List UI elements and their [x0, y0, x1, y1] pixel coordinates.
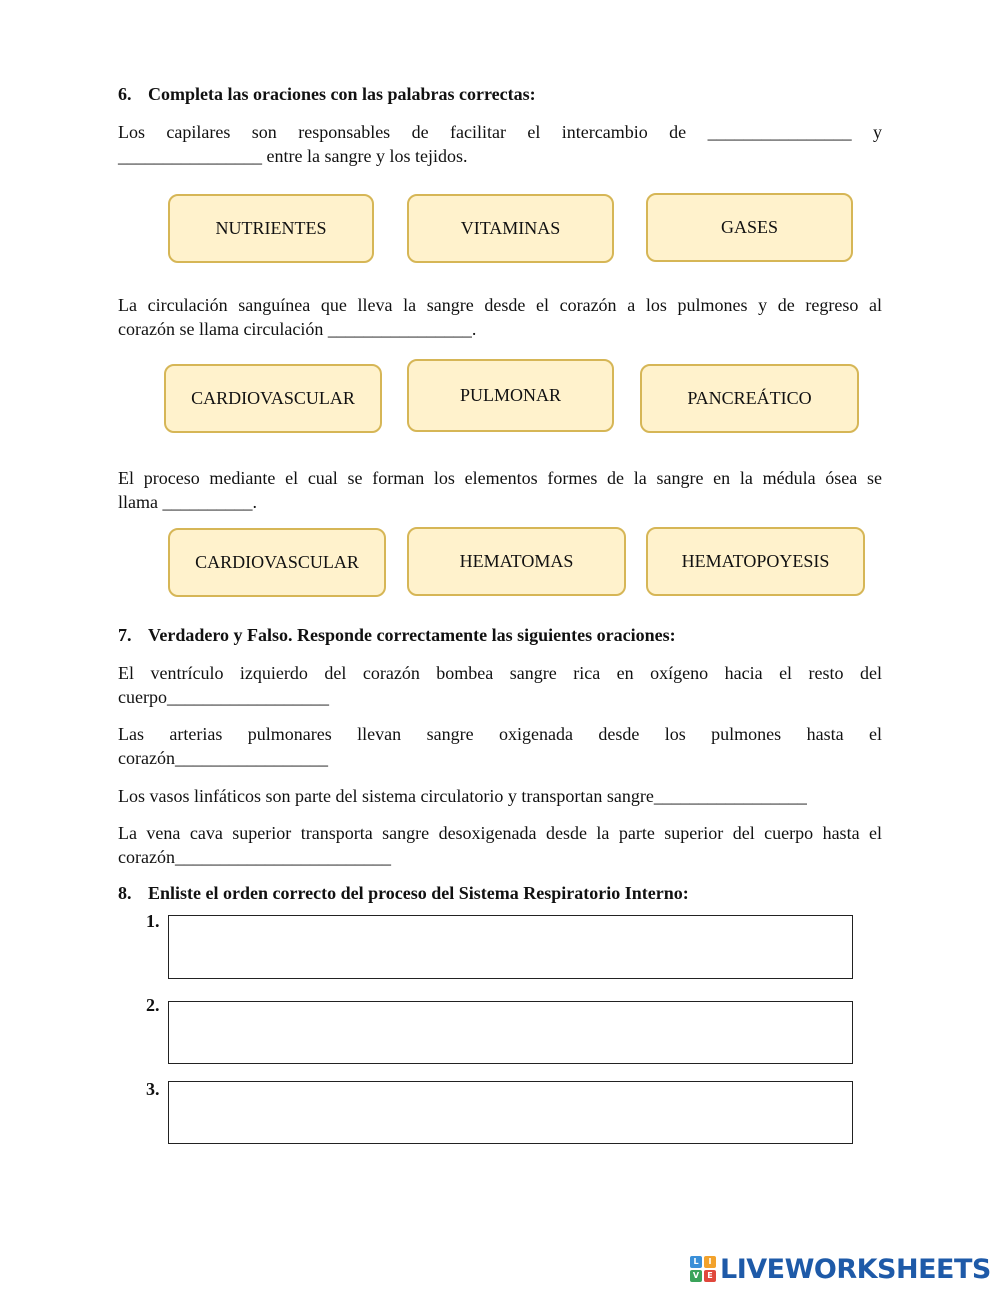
q7-statement2-line2: corazón_________________ — [118, 748, 328, 768]
q6-sentence3-line2: llama __________. — [118, 492, 257, 512]
q6-s1-option-vitaminas[interactable]: VITAMINAS — [407, 194, 614, 263]
q6-number: 6. — [118, 84, 132, 104]
q8-answer-label-3: 3. — [146, 1079, 160, 1099]
q8-answer-label-2: 2. — [146, 995, 160, 1015]
liveworksheets-logo — [690, 1254, 991, 1284]
q6-sentence1-line2: ________________ entre la sangre y los tejidos. — [118, 146, 468, 166]
q8-title: Enliste el orden correcto del proceso del Sistema Respiratorio Interno: — [148, 883, 689, 903]
logo-tile-l: L — [690, 1256, 702, 1268]
q6-heading — [118, 84, 536, 105]
q8-heading — [118, 883, 689, 904]
q6-s3-option-cardiovascular[interactable]: CARDIOVASCULAR — [168, 528, 386, 597]
q6-s3-option-hematomas[interactable]: HEMATOMAS — [407, 527, 626, 596]
q7-statement4-line2: corazón________________________ — [118, 847, 391, 867]
q7-statement1-line1: El ventrículo izquierdo del corazón bombea sangre rica en oxígeno hacia el resto del — [118, 663, 882, 683]
q8-answer-label-1: 1. — [146, 911, 160, 931]
q6-sentence2-line2: corazón se llama circulación ________________. — [118, 319, 477, 339]
q8-answer-box-2[interactable] — [168, 1001, 853, 1064]
liveworksheets-logo-icon — [690, 1256, 716, 1282]
q6-s2-option-pancreatico[interactable]: PANCREÁTICO — [640, 364, 859, 433]
q6-sentence3-line1: El proceso mediante el cual se forman los elementos formes de la sangre en la médula ósea se — [118, 468, 882, 488]
q7-statement3: Los vasos linfáticos son parte del sistema circulatorio y transportan sangre_________________ — [118, 786, 807, 806]
q8-answer-box-3[interactable] — [168, 1081, 853, 1144]
q6-title: Completa las oraciones con las palabras correctas: — [148, 84, 536, 104]
q6-s2-option-cardiovascular[interactable]: CARDIOVASCULAR — [164, 364, 382, 433]
q7-number: 7. — [118, 625, 132, 645]
q6-sentence1-line1: Los capilares son responsables de facilitar el intercambio de ________________ y — [118, 122, 882, 142]
q6-s2-option-pulmonar[interactable]: PULMONAR — [407, 359, 614, 432]
liveworksheets-logo-text: LIVEWORKSHEETS — [720, 1253, 991, 1285]
q6-s3-option-hematopoyesis[interactable]: HEMATOPOYESIS — [646, 527, 865, 596]
q7-title: Verdadero y Falso. Responde correctamente las siguientes oraciones: — [148, 625, 676, 645]
q7-statement4-line1: La vena cava superior transporta sangre desoxigenada desde la parte superior del cuerpo hasta el — [118, 823, 882, 843]
q6-sentence2-line1: La circulación sanguínea que lleva la sangre desde el corazón a los pulmones y de regreso al — [118, 295, 882, 315]
logo-tile-e: E — [704, 1270, 716, 1282]
logo-tile-i: I — [704, 1256, 716, 1268]
q6-s1-option-gases[interactable]: GASES — [646, 193, 853, 262]
q7-heading — [118, 625, 676, 646]
logo-tile-v: V — [690, 1270, 702, 1282]
q8-number: 8. — [118, 883, 132, 903]
q6-s1-option-nutrientes[interactable]: NUTRIENTES — [168, 194, 374, 263]
q7-statement2-line1: Las arterias pulmonares llevan sangre oxigenada desde los pulmones hasta el — [118, 724, 882, 744]
q7-statement1-line2: cuerpo__________________ — [118, 687, 329, 707]
q8-answer-box-1[interactable] — [168, 915, 853, 979]
